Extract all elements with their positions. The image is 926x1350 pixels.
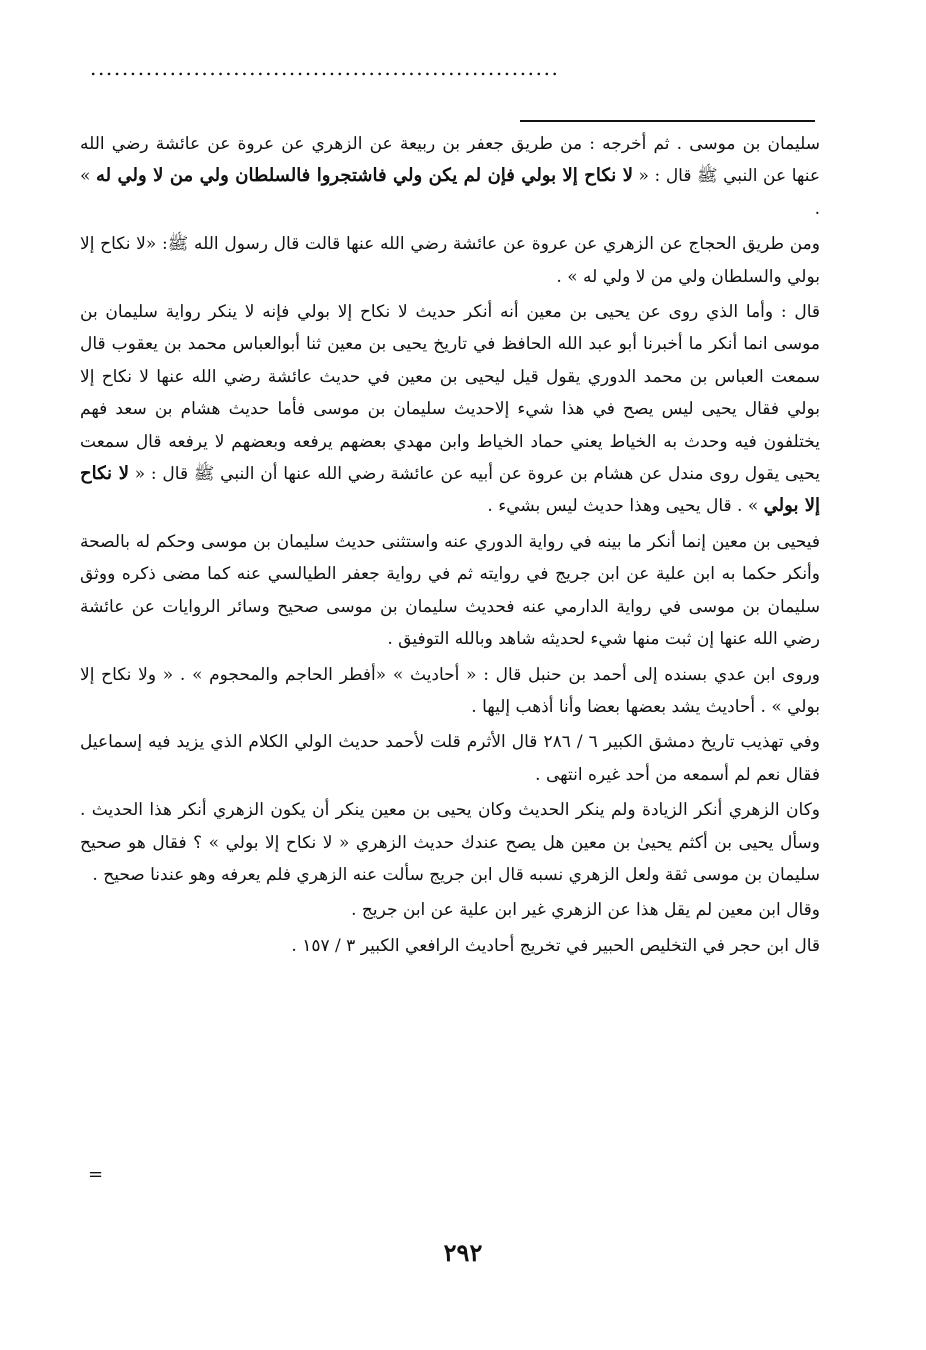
paragraph-text: وقال ابن معين لم يقل هذا عن الزهري غير ابن علية عن ابن جريج . [351, 900, 820, 921]
paragraph-text: قال ابن حجر في التخليص الحبير في تخريج أحاديث الرافعي الكبير ٣ / ١٥٧ . [291, 935, 820, 956]
paragraph-4 [80, 526, 820, 656]
continuation-mark: = [88, 1164, 104, 1185]
paragraph-text-end: » . قال يحيى وهذا حديث ليس بشيء . [487, 496, 764, 517]
page-number: ٢٩٢ [443, 1238, 483, 1267]
paragraph-text: قال : وأما الذي روى عن يحيى بن معين أنه أنكر حديث لا نكاح إلا بولي فإنه لا ينكر رواية سليمان بن موسى انما أنكر ما أخبرنا أبو عبد الله الحافظ في تاريخ يحيى بن معين ثنا أبوالعباس محمد بن يعقوب قال سمعت العباس بن محمد الدوري يقول قيل ليحيى بن معين في حديث عائشة رضي الله عنها لا نكاح إلا بولي فقال يحيى ليس يصح في هذا شيء إلاحديث سليمان بن موسى فأما حديث هشام بن سعد فهم يختلفون فيه وحدث به الخياط يعني حماد الخياط وابن مهدي بعضهم يرفعه وبعضهم لا يرفعه قال سمعت يحيى يقول روى مندل عن هشام بن عروة عن أبيه عن عائشة رضي الله عنها أن النبي ﷺ قال : « [80, 302, 821, 485]
paragraph-7 [80, 794, 820, 891]
hadith-quote: لا نكاح إلا بولي [80, 463, 820, 517]
paragraph-8 [80, 894, 820, 926]
footnote-separator-rule [520, 120, 815, 122]
hadith-quote: لا نكاح إلا بولي فإن لم يكن ولي فاشتجروا فالسلطان ولي من لا ولي له [95, 165, 633, 187]
paragraph-text: وفي تهذيب تاريخ دمشق الكبير ٦ / ٢٨٦ قال الأثرم قلت لأحمد حديث الولي الكلام الذي يزيد فيه إسماعيل فقال نعم لم أسمعه من أحد غيره انتهى . [80, 732, 820, 785]
paragraph-text: فيحيى بن معين إنما أنكر ما بينه في رواية الدوري عنه واستثنى حديث سليمان بن موسى وحكم له بالصحة وأنكر حكما به ابن علية عن ابن جريج في روايته ثم في رواية جعفر الطيالسي عنه كما مضى ذكره ووثق سليمان بن موسى في رواية الدارمي عنه فحديث سليمان بن موسى صحيح وسائر الروايات عن عائشة رضي الله عنها إن ثبت منها شيء لحديثه شاهد وبالله التوفيق . [80, 531, 820, 650]
paragraph-text: وكان الزهري أنكر الزيادة ولم ينكر الحديث وكان يحيى بن معين ينكر أن يكون الزهري أنكر هذا الحديث . وسأل يحيى بن أكثم يحيىٰ بن معين هل يصح عندك حديث الزهري « لا نكاح إلا بولي » ؟ فقال هو صحيح سليمان بن موسى ثقة ولعل الزهري نسبه قال ابن جريج سألت عنه الزهري فلم يعرفه وهو عندنا صحيح . [80, 800, 820, 885]
header-dotted-line: ........................................................... [90, 58, 560, 78]
paragraph-text: سليمان بن موسى . ثم أخرجه : من طريق جعفر بن ربيعة عن الزهري عن عروة عن عائشة رضي الله عنها عن النبي ﷺ قال : « [80, 134, 820, 187]
paragraph-text-end: » . [80, 166, 820, 219]
paragraph-2 [80, 228, 820, 293]
paragraph-text: وروى ابن عدي بسنده إلى أحمد بن حنبل قال : « أحاديث » «أفطر الحاجم والمحجوم » . « ولا نكاح إلا بولي » . أحاديث يشد بعضها بعضا وأنا أذهب إليها . [80, 664, 820, 717]
paragraph-3 [80, 296, 820, 523]
paragraph-text: ومن طريق الحجاج عن الزهري عن عروة عن عائشة رضي الله عنها قالت قال رسول الله ﷺ: «لا نكاح إلا بولي والسلطان ولي من لا ولي له » . [80, 234, 820, 287]
paragraph-1 [80, 128, 820, 225]
paragraph-6 [80, 726, 820, 791]
paragraph-9 [80, 930, 820, 962]
page-body [80, 128, 820, 965]
paragraph-5 [80, 659, 820, 724]
